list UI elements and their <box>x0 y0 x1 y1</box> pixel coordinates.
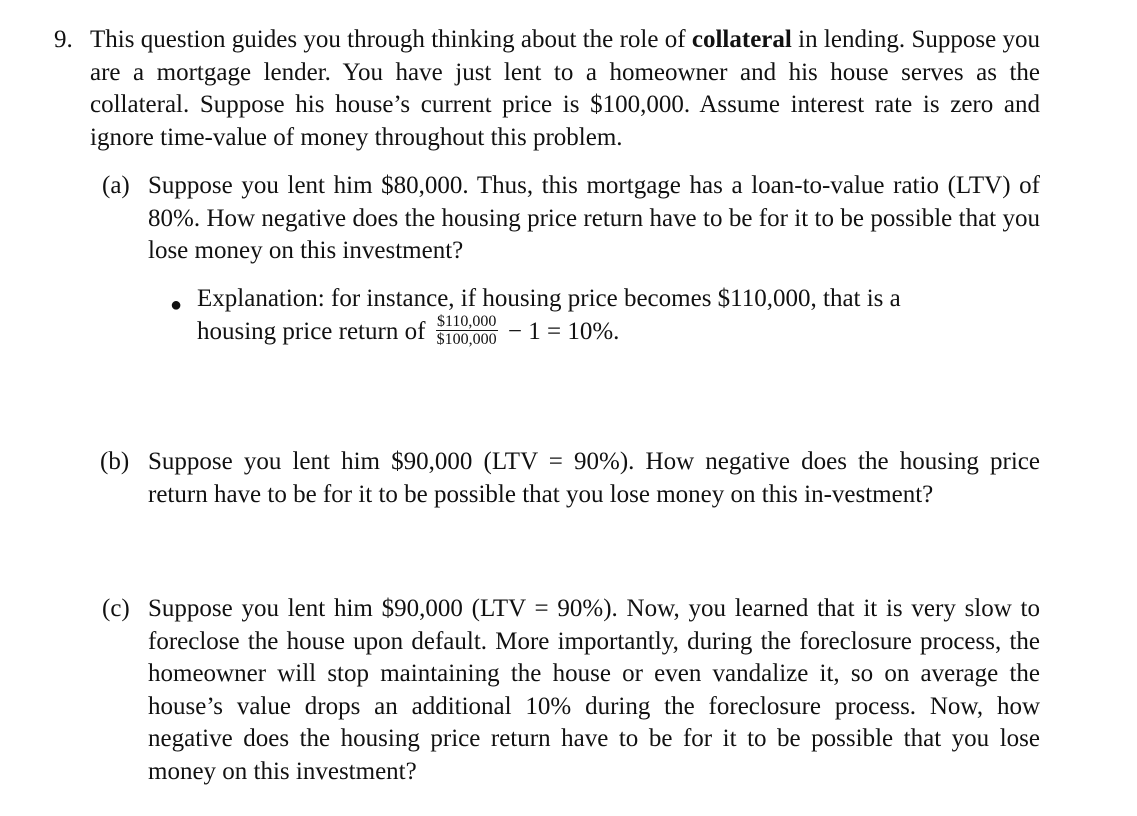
explanation-suffix: − 1 = 10%. <box>507 318 620 346</box>
intro-text-start: This question guides you through thinking about the role of <box>90 26 692 53</box>
price-ratio-fraction <box>436 313 498 348</box>
intro-bold-term: collateral <box>691 26 792 53</box>
part-c-text: Suppose you lent him $90,000 (LTV = 90%). Now, you learned that it is very slow to foreclose the house upon default. More importantly, during the foreclosure process, the homeowner will stop maintaining the house or even vandalize it, so on average the house’s value drops an additional 10% during the foreclosure process. Now, how negative does the housing price return have to be for it to be possible that you lose money on this investment? <box>148 595 1040 785</box>
part-b-label: (b) <box>100 448 130 475</box>
question-number: 9. <box>54 26 73 53</box>
part-b-text: Suppose you lent him $90,000 (LTV = 90%). How negative does the housing price return have to be for it to be possible that you lose money on this in-vestment? <box>148 448 1040 508</box>
part-a-explanation-line1: Explanation: for instance, if housing price becomes $110,000, that is a <box>197 285 901 312</box>
explanation-prefix: housing price return of <box>197 318 426 346</box>
bullet-icon: ● <box>170 294 183 316</box>
intro-text-end: in lending. Suppose you are a mortgage lender. You have just lent to a homeowner and his house serves as the collateral. Suppose his house’s current price is $100,000. Assume interest rate is zero and ignore time-value of money throughout this problem. <box>90 26 1040 151</box>
part-a-label: (a) <box>102 172 130 199</box>
part-c-label: (c) <box>102 595 130 622</box>
part-a-text: Suppose you lent him $80,000. Thus, this mortgage has a loan-to-value ratio (LTV) of 80%. How negative does the housing price return have to be for it to be possible that you lose money on this investment? <box>148 172 1040 264</box>
question-intro <box>90 24 1040 154</box>
fraction-numerator: $110,000 <box>436 313 497 330</box>
part-a-explanation-line2 <box>197 313 620 351</box>
fraction-denominator: $100,000 <box>436 331 497 348</box>
